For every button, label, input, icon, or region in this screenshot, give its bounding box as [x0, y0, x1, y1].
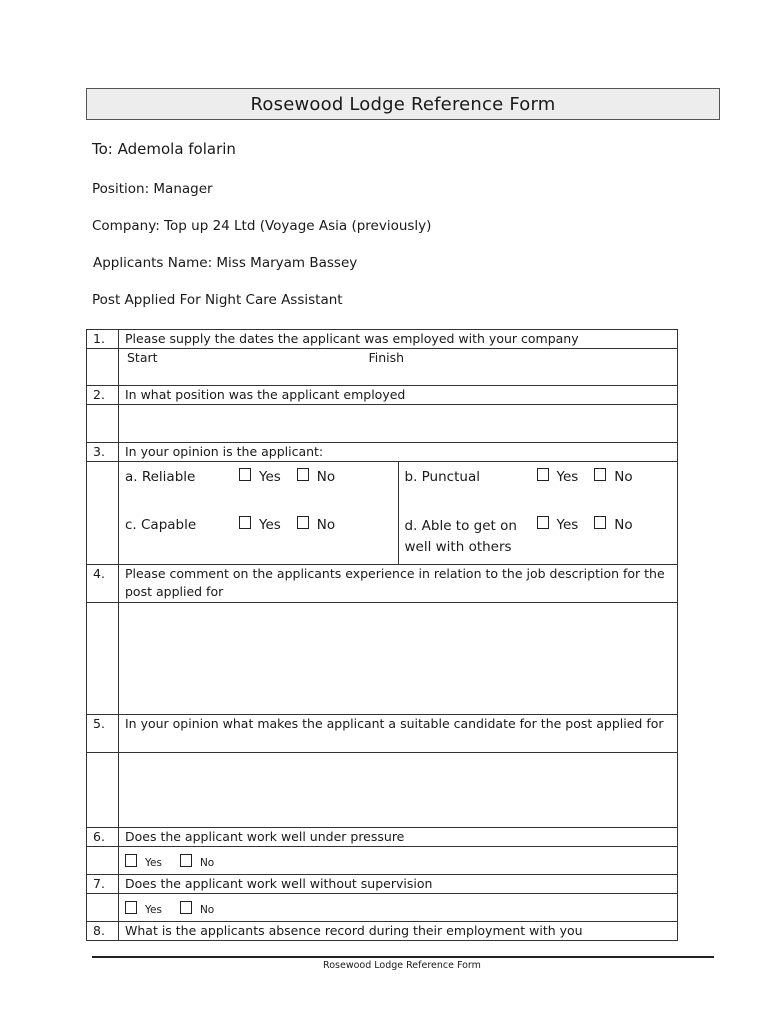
q2-answer-cell[interactable]: [119, 405, 678, 443]
q4-text: Please comment on the applicants experience in relation to the job description for the post applied for: [119, 565, 678, 603]
q4-answer-cell[interactable]: [119, 603, 678, 715]
supervision-no-checkbox[interactable]: [180, 901, 192, 914]
get-on-yes-checkbox[interactable]: [537, 516, 549, 529]
form-title: Rosewood Lodge Reference Form: [86, 88, 720, 120]
pressure-no-checkbox[interactable]: [180, 854, 192, 867]
applicant-name-field: Applicants Name: Miss Maryam Bassey: [93, 255, 358, 271]
supervision-yes-label: Yes: [145, 904, 162, 916]
capable-label: c. Capable: [125, 517, 197, 533]
q5-blank-num: [87, 753, 119, 828]
get-on-yes-label: Yes: [556, 517, 579, 533]
q1-blank-num: [87, 349, 119, 386]
q8-text: What is the applicants absence record during their employment with you: [119, 922, 678, 941]
q7-number: 7.: [87, 875, 119, 894]
page-footer: Rosewood Lodge Reference Form: [323, 960, 481, 971]
punctual-no-label: No: [614, 469, 633, 485]
q1-dates-cell[interactable]: [119, 349, 678, 386]
q7-blank-num: [87, 894, 119, 922]
reference-table: [86, 329, 678, 941]
q3-right-column: [398, 462, 678, 564]
q6-blank-num: [87, 847, 119, 875]
q1-number: 1.: [87, 330, 119, 349]
q5-number: 5.: [87, 715, 119, 753]
q3-left-column: [119, 462, 398, 564]
q6-number: 6.: [87, 828, 119, 847]
q5-text: In your opinion what makes the applicant a suitable candidate for the post applied for: [119, 715, 678, 753]
pressure-yes-label: Yes: [145, 857, 162, 869]
pressure-no-label: No: [199, 857, 215, 869]
capable-yes-label: Yes: [259, 517, 281, 533]
capable-no-checkbox[interactable]: [297, 516, 309, 529]
company-field: Company: Top up 24 Ltd (Voyage Asia (previously): [92, 218, 432, 234]
q1-text: Please supply the dates the applicant was employed with your company: [119, 330, 678, 349]
capable-yes-checkbox[interactable]: [239, 516, 251, 529]
q6-options-cell: [119, 847, 678, 875]
q3-options-cell: [119, 462, 678, 565]
reliable-yes-checkbox[interactable]: [239, 468, 251, 481]
to-field: To: Ademola folarin: [92, 140, 236, 158]
q8-number: 8.: [87, 922, 119, 941]
get-on-no-label: No: [614, 517, 633, 533]
capable-no-label: No: [316, 517, 336, 533]
punctual-yes-label: Yes: [556, 469, 579, 485]
q4-number: 4.: [87, 565, 119, 603]
pressure-yes-checkbox[interactable]: [125, 854, 137, 867]
q7-text: Does the applicant work well without supervision: [119, 875, 678, 894]
finish-label: Finish: [368, 350, 405, 365]
get-on-label-line2: well with others: [404, 539, 512, 555]
position-field: Position: Manager: [92, 181, 213, 197]
reliable-yes-label: Yes: [259, 469, 281, 485]
q3-number: 3.: [87, 443, 119, 462]
q6-text: Does the applicant work well under pressure: [119, 828, 678, 847]
q4-blank-num: [87, 603, 119, 715]
supervision-yes-checkbox[interactable]: [125, 901, 137, 914]
q3-blank-num: [87, 462, 119, 565]
reliable-no-checkbox[interactable]: [297, 468, 309, 481]
q7-options-cell: [119, 894, 678, 922]
punctual-label: b. Punctual: [404, 469, 480, 485]
q2-text: In what position was the applicant employed: [119, 386, 678, 405]
q2-number: 2.: [87, 386, 119, 405]
footer-divider: [92, 956, 714, 958]
reliable-no-label: No: [316, 469, 336, 485]
get-on-no-checkbox[interactable]: [594, 516, 606, 529]
punctual-no-checkbox[interactable]: [594, 468, 606, 481]
start-label: Start: [127, 350, 158, 365]
q2-blank-num: [87, 405, 119, 443]
post-applied-field: Post Applied For Night Care Assistant: [92, 292, 343, 308]
reliable-label: a. Reliable: [125, 469, 196, 485]
q5-answer-cell[interactable]: [119, 753, 678, 828]
get-on-label-line1: d. Able to get on: [404, 518, 517, 534]
q3-text: In your opinion is the applicant:: [119, 443, 678, 462]
supervision-no-label: No: [199, 904, 215, 916]
punctual-yes-checkbox[interactable]: [537, 468, 549, 481]
